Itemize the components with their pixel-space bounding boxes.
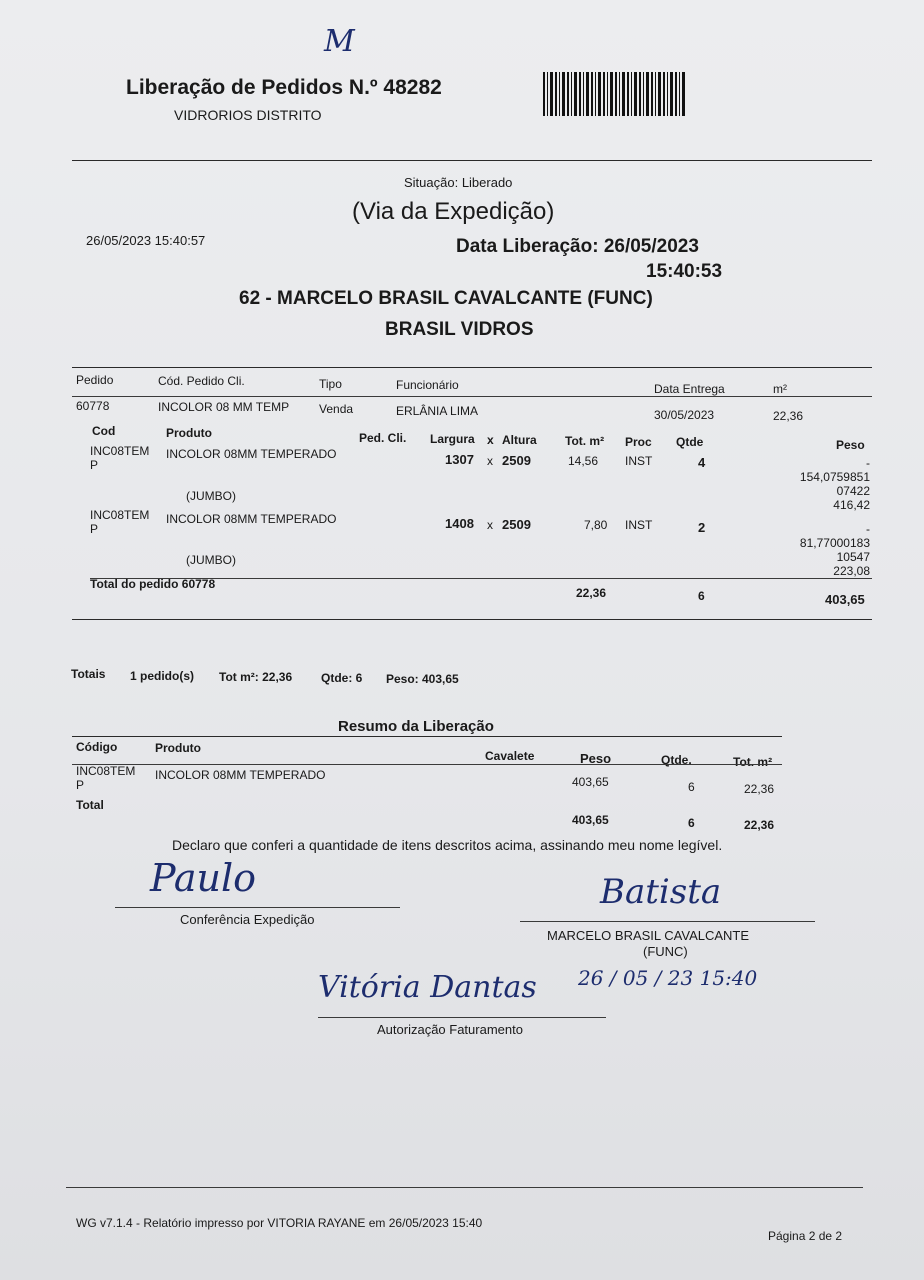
order-total-divider xyxy=(90,578,872,579)
print-timestamp: 26/05/2023 15:40:57 xyxy=(86,233,206,248)
header-divider xyxy=(72,160,872,161)
autorizacao-label: Autorização Faturamento xyxy=(377,1022,523,1037)
resumo-top xyxy=(72,736,782,737)
items-col-cod: Cod xyxy=(92,424,116,438)
order-pedido: 60778 xyxy=(76,399,110,413)
item1-cod-l2: P xyxy=(90,458,99,472)
order-total-m2: 22,36 xyxy=(576,586,607,600)
item1-produto: INCOLOR 08MM TEMPERADO xyxy=(166,447,337,461)
items-col-ped-cli: Ped. Cli. xyxy=(359,431,407,445)
barcode xyxy=(543,72,686,116)
item1-cod xyxy=(90,444,149,472)
order-table-top xyxy=(72,367,872,368)
item2-produto: INCOLOR 08MM TEMPERADO xyxy=(166,512,337,526)
resumo-row-peso: 403,65 xyxy=(572,775,609,789)
conferencia-line xyxy=(115,907,400,908)
item2-peso-l1: - xyxy=(866,522,870,536)
item1-largura: 1307 xyxy=(445,452,474,467)
client-sign-name: MARCELO BRASIL CAVALCANTE xyxy=(547,928,750,943)
resumo-col-peso: Peso xyxy=(580,751,612,766)
col-cod-pedido-cli: Cód. Pedido Cli. xyxy=(158,374,245,388)
item1-produto-jumbo: (JUMBO) xyxy=(186,489,236,503)
conferencia-signature: Paulo xyxy=(150,856,257,900)
data-liberacao: Data Liberação: 26/05/2023 xyxy=(456,236,699,257)
client-sign-func: (FUNC) xyxy=(643,944,688,959)
order-funcionario: ERLÂNIA LIMA xyxy=(396,404,479,418)
totals-pedidos: 1 pedido(s) xyxy=(130,669,195,683)
col-m2: m² xyxy=(773,382,787,396)
items-col-qtde: Qtde xyxy=(676,435,704,449)
col-tipo: Tipo xyxy=(319,377,342,391)
totals-m2: Tot m²: 22,36 xyxy=(219,670,293,684)
items-col-x: x xyxy=(487,433,494,447)
resumo-total-label: Total xyxy=(76,798,104,812)
order-total-qtde: 6 xyxy=(698,589,705,603)
order-data-entrega: 30/05/2023 xyxy=(654,408,715,422)
client-sign-line xyxy=(520,921,815,922)
resumo-total-peso: 403,65 xyxy=(572,813,609,827)
item1-tot-m2: 14,56 xyxy=(568,454,599,468)
resumo-row-codigo-l1: INC08TEM xyxy=(76,764,136,778)
resumo-header-divider xyxy=(72,764,782,765)
footer-printed-by: WG v7.1.4 - Relatório impresso por VITORIA RAYANE em 26/05/2023 15:40 xyxy=(76,1216,483,1230)
resumo-col-qtde: Qtde. xyxy=(661,753,692,767)
document-title: Liberação de Pedidos N.º 48282 xyxy=(126,76,442,99)
items-col-altura: Altura xyxy=(502,433,537,447)
client-signature: Batista xyxy=(600,872,722,912)
order-total-label: Total do pedido 60778 xyxy=(90,577,216,591)
order-cod-pedido-cli: INCOLOR 08 MM TEMP xyxy=(158,400,290,414)
hora-liberacao: 15:40:53 xyxy=(646,261,723,282)
item2-cod-l2: P xyxy=(90,522,99,536)
item2-produto-jumbo: (JUMBO) xyxy=(186,553,236,567)
resumo-col-tot-m2: Tot. m² xyxy=(733,755,773,769)
item1-peso-l4: 416,42 xyxy=(833,498,870,512)
item2-peso xyxy=(770,522,870,578)
totals-label: Totais xyxy=(71,667,106,681)
item2-qtde: 2 xyxy=(698,520,706,535)
handwritten-initial: M xyxy=(324,24,355,59)
autorizacao-signature: Vitória Dantas xyxy=(318,970,537,1005)
item2-tot-m2: 7,80 xyxy=(584,518,608,532)
resumo-row-produto: INCOLOR 08MM TEMPERADO xyxy=(155,768,326,782)
resumo-col-produto: Produto xyxy=(155,741,201,755)
item2-largura: 1408 xyxy=(445,516,474,531)
item1-proc: INST xyxy=(625,454,653,468)
items-col-proc: Proc xyxy=(625,435,652,449)
resumo-row-codigo xyxy=(76,764,135,792)
autorizacao-line xyxy=(318,1017,606,1018)
via-label: (Via da Expedição) xyxy=(352,198,555,225)
conferencia-label: Conferência Expedição xyxy=(180,912,315,927)
resumo-row-codigo-l2: P xyxy=(76,778,85,792)
footer-divider xyxy=(66,1187,863,1188)
item1-peso-l3: 07422 xyxy=(836,484,870,498)
client-company: BRASIL VIDROS xyxy=(385,319,534,340)
item2-peso-l3: 10547 xyxy=(836,550,870,564)
resumo-col-codigo: Código xyxy=(76,740,118,754)
item1-peso-l2: 154,0759851 xyxy=(799,470,870,484)
item1-cod-l1: INC08TEM xyxy=(90,444,150,458)
totals-qtde: Qtde: 6 xyxy=(321,671,363,685)
items-col-produto: Produto xyxy=(166,426,212,440)
col-data-entrega: Data Entrega xyxy=(654,382,725,396)
declaration-text: Declaro que conferi a quantidade de itens descritos acima, assinando meu nome legível. xyxy=(172,837,723,853)
situacao-label: Situação: Liberado xyxy=(404,175,513,190)
order-table-bottom xyxy=(72,619,872,620)
order-header-divider xyxy=(72,396,872,397)
item1-peso xyxy=(770,456,870,512)
item1-peso-l1: - xyxy=(866,456,870,470)
item2-peso-l4: 223,08 xyxy=(833,564,870,578)
resumo-total-qtde: 6 xyxy=(688,816,695,830)
resumo-col-cavalete: Cavalete xyxy=(485,749,535,763)
footer-page: Página 2 de 2 xyxy=(768,1229,843,1243)
order-m2: 22,36 xyxy=(773,409,804,423)
item1-qtde: 4 xyxy=(698,455,706,470)
item2-altura: 2509 xyxy=(502,517,531,532)
resumo-row-tot-m2: 22,36 xyxy=(744,782,775,796)
col-funcionario: Funcionário xyxy=(396,378,459,392)
items-col-tot-m2: Tot. m² xyxy=(565,434,605,448)
item1-altura: 2509 xyxy=(502,453,531,468)
item2-proc: INST xyxy=(625,518,653,532)
item2-peso-l2: 81,77000183 xyxy=(799,536,870,550)
items-col-peso: Peso xyxy=(836,438,865,452)
item2-cod xyxy=(90,508,149,536)
client-date-handwritten: 26 / 05 / 23 15:40 xyxy=(578,966,758,990)
items-col-largura: Largura xyxy=(430,432,475,446)
totals-peso: Peso: 403,65 xyxy=(386,672,459,686)
resumo-total-tot-m2: 22,36 xyxy=(744,818,775,832)
item2-cod-l1: INC08TEM xyxy=(90,508,150,522)
order-total-peso: 403,65 xyxy=(825,592,865,607)
col-pedido: Pedido xyxy=(76,373,114,387)
client-name: 62 - MARCELO BRASIL CAVALCANTE (FUNC) xyxy=(239,288,653,309)
company-name: VIDRORIOS DISTRITO xyxy=(174,107,322,123)
resumo-title: Resumo da Liberação xyxy=(338,718,494,735)
item1-x: x xyxy=(487,454,493,468)
order-tipo: Venda xyxy=(319,402,354,416)
item2-x: x xyxy=(487,518,493,532)
resumo-row-qtde: 6 xyxy=(688,780,695,794)
